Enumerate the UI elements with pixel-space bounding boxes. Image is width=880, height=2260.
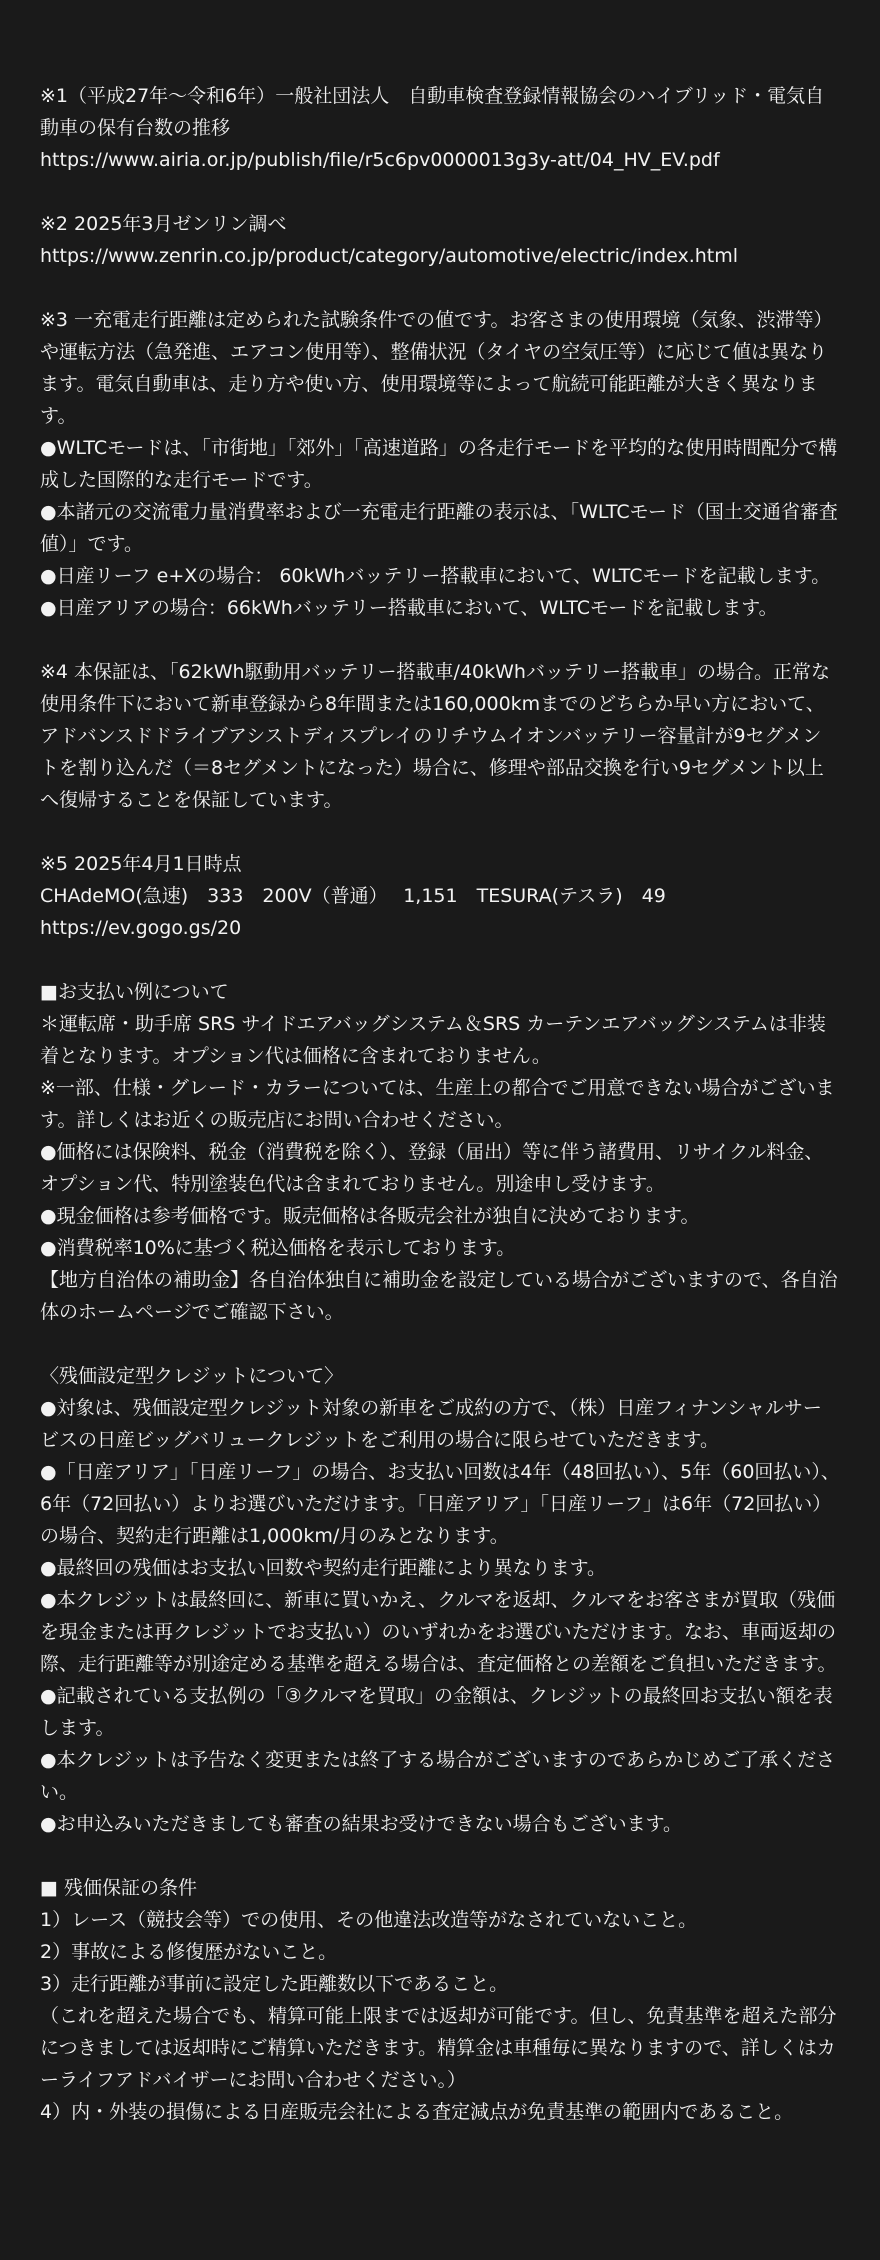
footnote-3-line: ※3 一充電走行距離は定められた試験条件での値です。お客さまの使用環境（気象、渋滞等）や運転方法（急発進、エアコン使用等）、整備状況（タイヤの空気圧等）に応じて値は異なります。電気自動車は、走り方や使い方、使用環境等によって航続可能距離が大きく異なります。 [40, 309, 833, 427]
payment-line: ＊運転席・助手席 SRS サイドエアバッグシステム＆SRS カーテンエアバッグシステムは非装着となります。オプション代は価格に含まれておりません。 [40, 1013, 826, 1067]
footnote-5-title: ※5 2025年4月1日時点 [40, 853, 242, 875]
footnote-2 [40, 208, 840, 272]
credit-line: ●最終回の残価はお支払い回数や契約走行距離により異なります。 [40, 1557, 607, 1579]
residual-heading: ■ 残価保証の条件 [40, 1877, 197, 1899]
footnote-1 [40, 80, 840, 176]
credit-line: ●本クレジットは最終回に、新車に買いかえ、クルマを返却、クルマをお客さまが買取（残価を現金または再クレジットでお支払い）のいずれかをお選びいただけます。なお、車両返却の際、走行距離等が別途定める基準を超える場合は、査定価格との差額をご負担いただきます。 [40, 1589, 837, 1675]
residual-line: 1）レース（競技会等）での使用、その他違法改造等がなされていないこと。 [40, 1909, 698, 1931]
footnote-2-url[interactable]: https://www.zenrin.co.jp/product/category/automotive/electric/index.html [40, 245, 739, 267]
credit-heading: 〈残価設定型クレジットについて〉 [40, 1365, 344, 1387]
footnote-4-text: ※4 本保証は、「62kWh駆動用バッテリー搭載車/40kWhバッテリー搭載車」の場合。正常な使用条件下において新車登録から8年間または160,000kmまでのどちらか早い方において、アドバンスドドライブアシストディスプレイのリチウムイオンバッテリー容量計が9セグメントを割り込んだ（＝8セグメントになった）場合に、修理や部品交換を行い9セグメント以上へ復帰することを保証しています。 [40, 661, 830, 811]
credit-line: ●お申込みいただきましても審査の結果お受けできない場合もございます。 [40, 1813, 683, 1835]
residual-line: 2）事故による修復歴がないこと。 [40, 1941, 338, 1963]
credit-line: ●記載されている支払例の「③クルマを買取」の金額は、クレジットの最終回お支払い額を表します。 [40, 1685, 833, 1739]
footnote-5-url[interactable]: https://ev.gogo.gs/20 [40, 917, 242, 939]
payment-heading: ■お支払い例について [40, 981, 229, 1003]
spacer [40, 816, 840, 848]
spacer [40, 624, 840, 656]
spacer [40, 1328, 840, 1360]
payment-section [40, 976, 840, 1328]
credit-line: ●対象は、残価設定型クレジット対象の新車をご成約の方で、（株）日産フィナンシャルサービスの日産ビッグバリュークレジットをご利用の場合に限らせていただきます。 [40, 1397, 822, 1451]
footnote-3-line: ●WLTCモードは、「市街地」「郊外」「高速道路」の各走行モードを平均的な使用時間配分で構成した国際的な走行モードです。 [40, 437, 838, 491]
footnote-1-title: ※1（平成27年〜令和6年）一般社団法人 自動車検査登録情報協会のハイブリッド・電気自動車の保有台数の推移 [40, 85, 825, 139]
residual-line: 3）走行距離が事前に設定した距離数以下であること。 [40, 1973, 509, 1995]
credit-line: ●「日産アリア」「日産リーフ」の場合、お支払い回数は4年（48回払い）、5年（60回払い）、6年（72回払い）よりお選びいただけます。「日産アリア」「日産リーフ」は6年（72回払い）の場合、契約走行距離は1,000km/月のみとなります。 [40, 1461, 840, 1547]
footnote-3-line: ●日産アリアの場合：66kWhバッテリー搭載車において、WLTCモードを記載します。 [40, 597, 778, 619]
credit-line: ●本クレジットは予告なく変更または終了する場合がございますのであらかじめご了承ください。 [40, 1749, 836, 1803]
spacer [40, 944, 840, 976]
residual-line: 4）内・外装の損傷による日産販売会社による査定減点が免責基準の範囲内であること。 [40, 2101, 794, 2123]
payment-line: 【地方自治体の補助金】各自治体独自に補助金を設定している場合がございますので、各自治体のホームページでご確認下さい。 [40, 1269, 838, 1323]
footnote-3-line: ●日産リーフ e+Xの場合： 60kWhバッテリー搭載車において、WLTCモードを記載します。 [40, 565, 831, 587]
footnote-4 [40, 656, 840, 816]
footnote-5 [40, 848, 840, 944]
footnote-1-url[interactable]: https://www.airia.or.jp/publish/file/r5c6pv0000013g3y-att/04_HV_EV.pdf [40, 149, 720, 171]
residual-section [40, 1872, 840, 2128]
payment-line: ●現金価格は参考価格です。販売価格は各販売会社が独自に決めております。 [40, 1205, 700, 1227]
payment-line: ※一部、仕様・グレード・カラーについては、生産上の都合でご用意できない場合がございます。詳しくはお近くの販売店にお問い合わせください。 [40, 1077, 835, 1131]
footnote-3-line: ●本諸元の交流電力量消費率および一充電走行距離の表示は、「WLTCモード（国土交通省審査値）」です。 [40, 501, 838, 555]
credit-section [40, 1360, 840, 1840]
spacer [40, 272, 840, 304]
spacer [40, 1840, 840, 1872]
footnote-2-title: ※2 2025年3月ゼンリン調べ [40, 213, 287, 235]
footnote-5-counts: CHAdeMO(急速) 333 200V（普通） 1,151 TESURA(テスラ) 49 [40, 885, 666, 907]
payment-line: ●価格には保険料、税金（消費税を除く）、登録（届出）等に伴う諸費用、リサイクル料金、オプション代、特別塗装色代は含まれておりません。別途申し受けます。 [40, 1141, 824, 1195]
spacer [40, 176, 840, 208]
payment-line: ●消費税率10%に基づく税込価格を表示しております。 [40, 1237, 516, 1259]
residual-line: （これを超えた場合でも、精算可能上限までは返却が可能です。但し、免責基準を超えた部分につきましては返却時にご精算いただきます。精算金は車種毎に異なりますので、詳しくはカーライフアドバイザーにお問い合わせください。） [40, 2005, 837, 2091]
footnote-3 [40, 304, 840, 624]
